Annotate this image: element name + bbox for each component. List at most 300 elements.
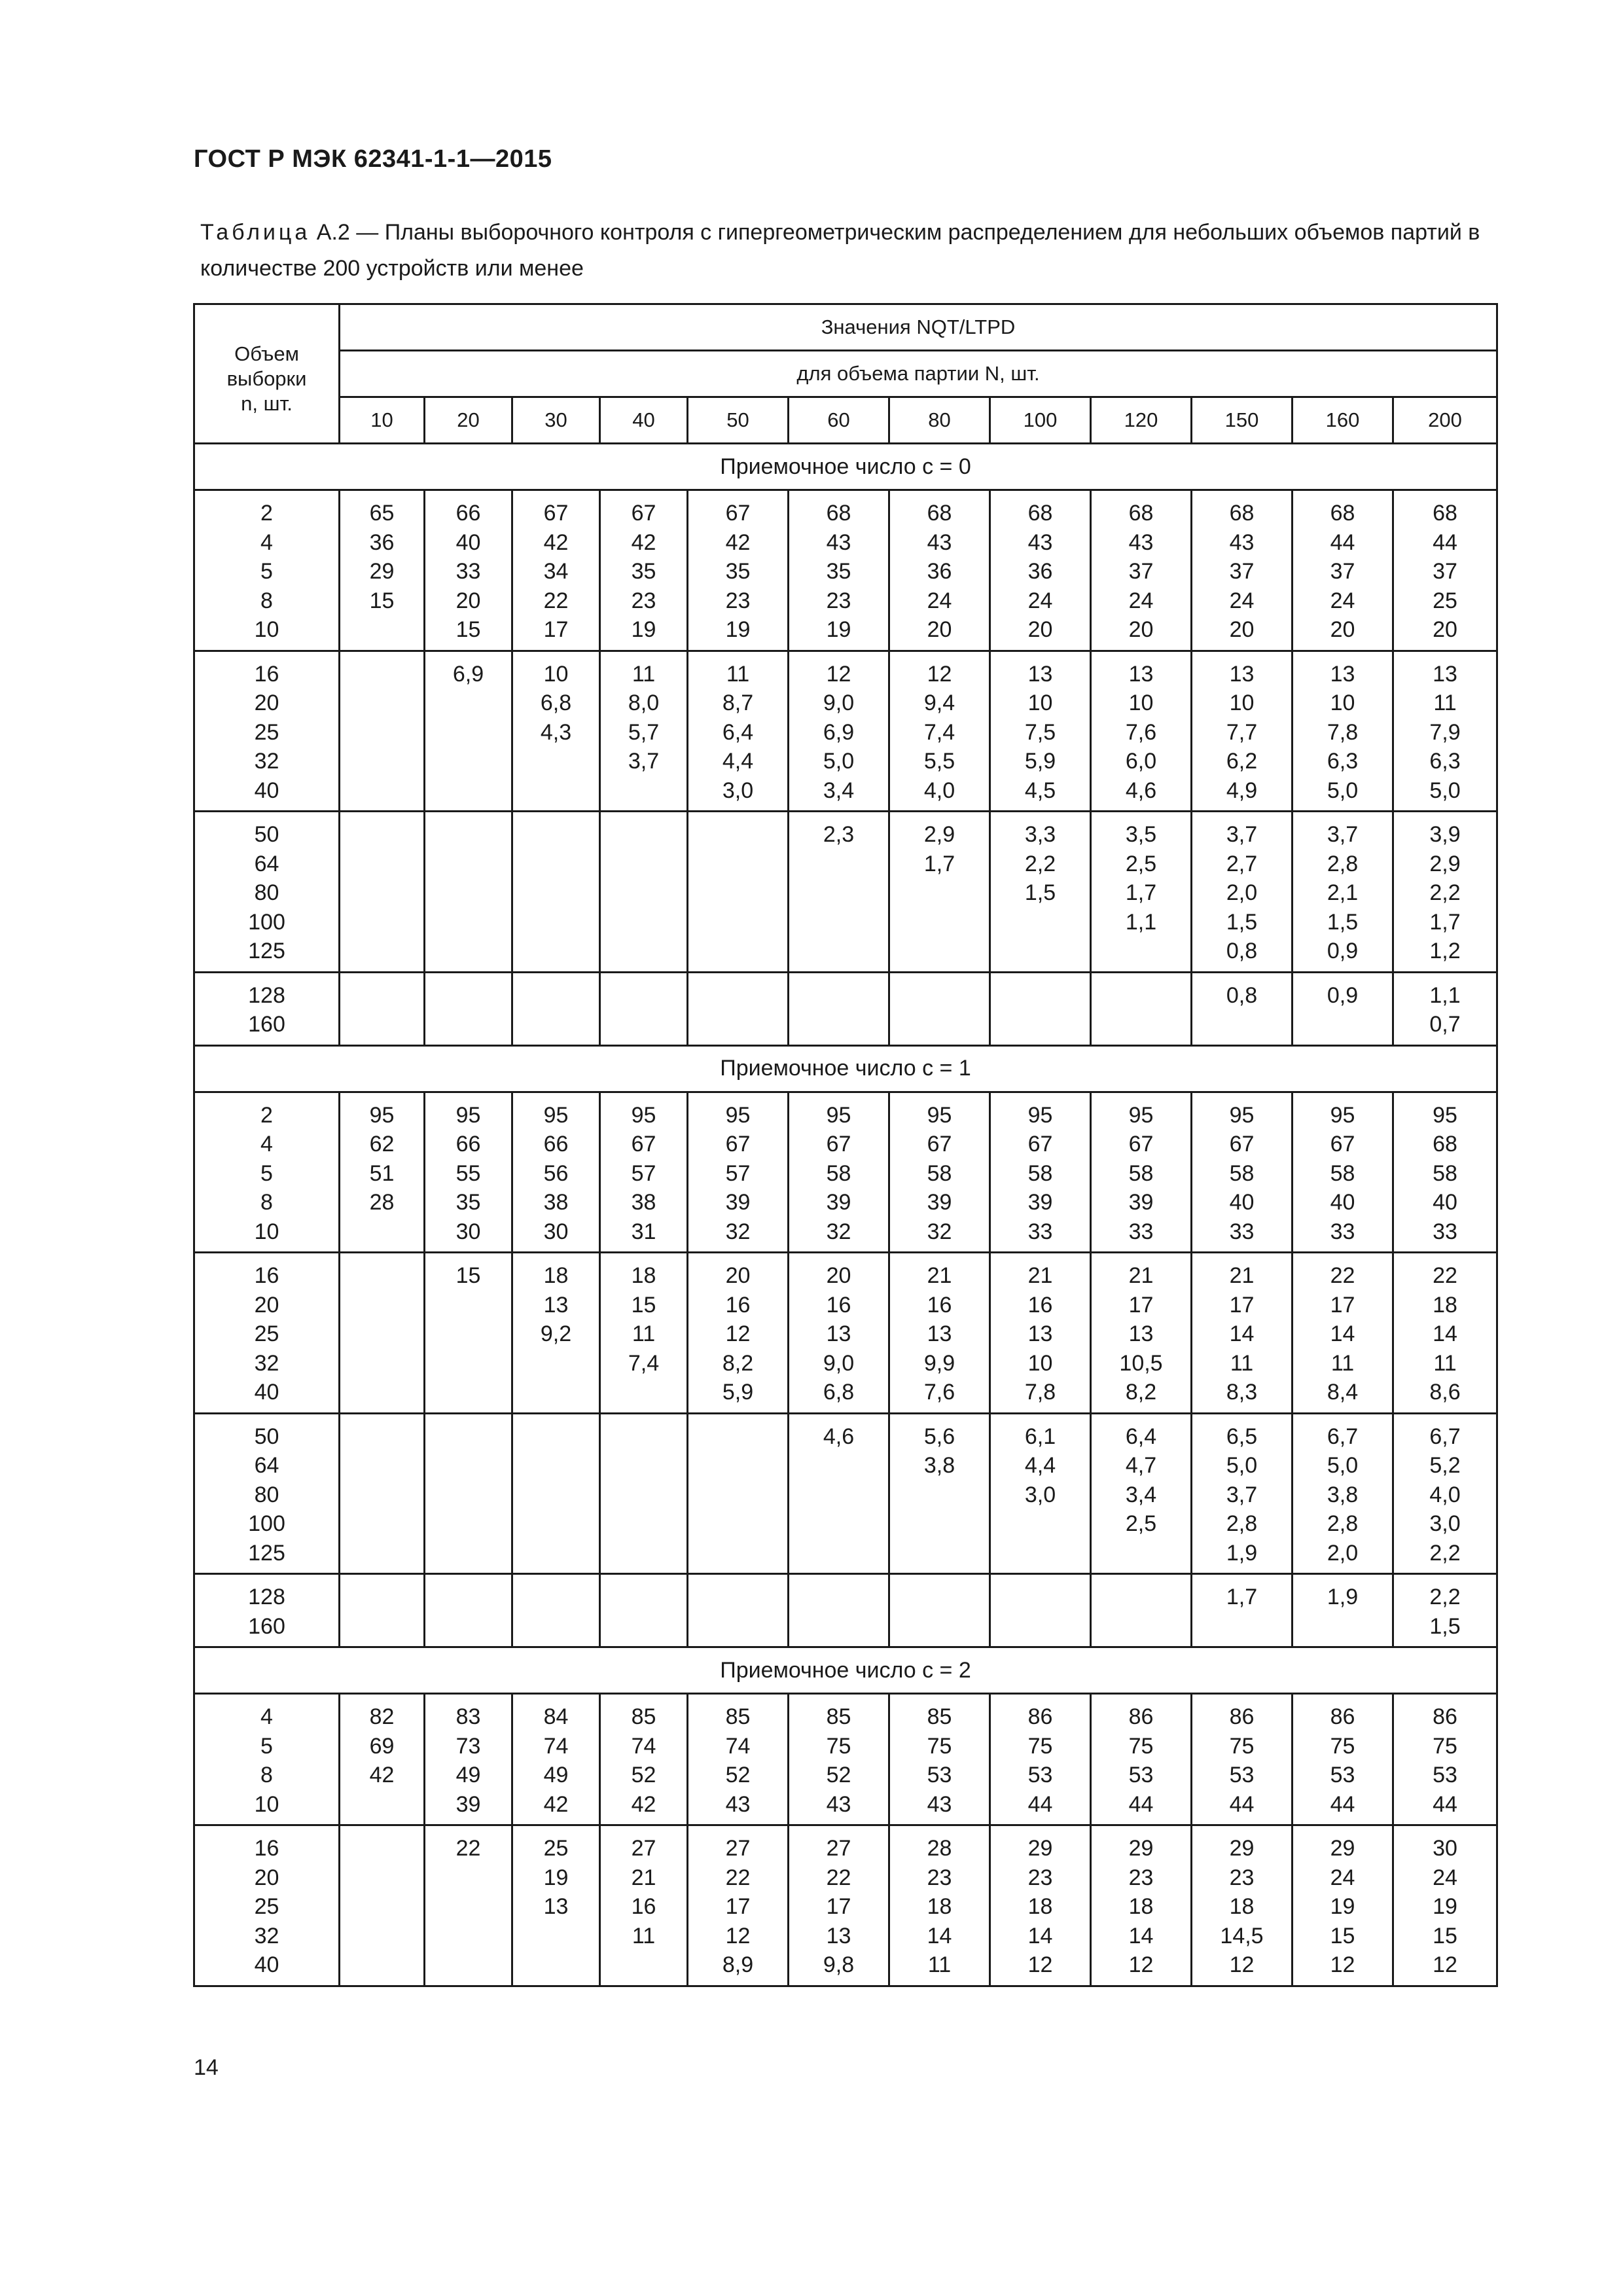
nqt-ltpd-value: 4,6 [1125,778,1157,803]
lot-size-header: для объема партии N, шт. [340,351,1497,397]
nqt-ltpd-value: 0,8 [1226,939,1258,963]
nqt-ltpd-value: 21 [1229,1263,1255,1288]
nqt-ltpd-value: 58 [927,1160,952,1186]
lot-size-cell: 60 [789,397,889,444]
sample-size-cell [194,1253,340,1414]
lot-size-cell: 10 [340,397,425,444]
nqt-ltpd-value: 20 [725,1263,751,1288]
nqt-ltpd-cell [1192,1092,1293,1253]
page-number: 14 [194,2055,219,2080]
nqt-ltpd-value: 21 [1027,1263,1053,1288]
nqt-ltpd-value: 8,4 [1327,1380,1359,1405]
nqt-ltpd-value: 8,2 [1125,1380,1157,1405]
nqt-ltpd-cell [1091,490,1192,651]
nqt-ltpd-value: 85 [927,1704,952,1729]
nqt-ltpd-value: 68 [1128,501,1154,526]
nqt-ltpd-value: 4,9 [1226,778,1258,803]
nqt-ltpd-value: 18 [1433,1292,1457,1318]
nqt-ltpd-value: 21 [1128,1263,1154,1288]
nqt-ltpd-value: 86 [1027,1704,1053,1729]
nqt-ltpd-value: 10 [1027,691,1053,715]
sample-size-value: 16 [254,1263,279,1288]
nqt-ltpd-value: 11 [1330,1350,1355,1376]
nqt-ltpd-value: 22 [725,1865,751,1890]
lot-size-cell: 200 [1393,397,1497,444]
nqt-ltpd-cell [1293,1694,1393,1825]
nqt-ltpd-cell [1091,972,1192,1045]
nqt-ltpd-value: 52 [631,1763,656,1787]
nqt-ltpd-value: 58 [1229,1160,1255,1186]
nqt-ltpd-value: 95 [455,1102,481,1128]
sample-size-value: 20 [254,1865,279,1890]
nqt-ltpd-value: 31 [631,1219,656,1244]
nqt-ltpd-value: 20 [455,588,481,613]
nqt-ltpd-value: 86 [1330,1704,1355,1729]
nqt-ltpd-cell [425,1092,512,1253]
nqt-ltpd-value: 1,7 [1226,1585,1258,1609]
nqt-ltpd-cell [1293,1413,1393,1574]
nqt-ltpd-value: 5,0 [1226,1453,1258,1478]
nqt-ltpd-value: 16 [927,1292,952,1318]
nqt-ltpd-value: 58 [1330,1160,1355,1186]
nqt-ltpd-value: 95 [1027,1102,1053,1128]
acceptance-number-row [194,1647,1497,1694]
sample-size-value: 40 [254,1952,279,1977]
lot-size-cell: 100 [990,397,1091,444]
nqt-ltpd-value: 53 [1027,1763,1053,1787]
table-row [194,972,1497,1045]
nqt-ltpd-value: 8,2 [722,1350,754,1376]
nqt-ltpd-value: 27 [631,1836,656,1861]
nqt-ltpd-value: 67 [1027,1132,1053,1157]
nqt-ltpd-value: 52 [725,1763,751,1787]
nqt-ltpd-cell [990,1825,1091,1986]
nqt-ltpd-value: 11 [1433,1350,1457,1376]
sample-size-value: 8 [260,1190,273,1215]
nqt-ltpd-cell [1192,1574,1293,1647]
nqt-ltpd-value: 86 [1229,1704,1255,1729]
nqt-ltpd-value: 1,7 [1125,880,1157,905]
nqt-ltpd-value: 75 [927,1733,952,1759]
nqt-ltpd-value: 86 [1128,1704,1154,1729]
nqt-ltpd-value: 12 [1027,1952,1053,1977]
sample-size-value: 5 [260,1160,273,1186]
sample-size-header-line: n, шт. [241,392,293,415]
nqt-ltpd-value: 5,0 [1327,778,1359,803]
nqt-ltpd-value: 5,6 [923,1424,955,1449]
sample-size-value: 5 [260,559,273,584]
nqt-ltpd-value: 10 [543,661,569,687]
nqt-ltpd-value: 67 [725,501,751,526]
nqt-ltpd-value: 95 [1330,1102,1355,1128]
nqt-ltpd-value: 66 [455,501,481,526]
acceptance-number-title: Приемочное число c = 1 [194,1045,1497,1092]
nqt-ltpd-value: 35 [631,559,656,584]
nqt-ltpd-value: 12 [1433,1952,1457,1977]
nqt-ltpd-cell [789,972,889,1045]
nqt-ltpd-value: 16 [631,1894,656,1919]
nqt-ltpd-cell [340,1574,425,1647]
nqt-ltpd-value: 2,8 [1226,1511,1258,1536]
nqt-ltpd-value: 3,7 [1327,822,1359,847]
nqt-ltpd-value: 25 [1433,588,1457,613]
nqt-ltpd-value: 11 [632,1923,656,1948]
nqt-ltpd-value: 17 [543,617,569,642]
sample-size-value: 4 [260,1132,273,1157]
nqt-ltpd-value: 15 [1433,1923,1457,1948]
nqt-ltpd-value: 2,7 [1226,851,1258,876]
nqt-ltpd-value: 12 [1330,1952,1355,1977]
nqt-ltpd-value: 1,1 [1429,982,1461,1008]
nqt-ltpd-value: 9,4 [923,691,955,715]
nqt-ltpd-cell [688,972,789,1045]
nqt-ltpd-value: 1,9 [1226,1540,1258,1566]
nqt-ltpd-value: 33 [1128,1219,1154,1244]
nqt-ltpd-cell [600,1825,688,1986]
sample-size-cell [194,651,340,812]
nqt-ltpd-value: 42 [631,1791,656,1817]
nqt-ltpd-value: 95 [1229,1102,1255,1128]
nqt-ltpd-value: 43 [1128,529,1154,555]
nqt-ltpd-value: 67 [543,501,569,526]
nqt-ltpd-cell [600,1413,688,1574]
nqt-ltpd-cell [600,812,688,973]
sample-size-value: 8 [260,588,273,613]
sample-size-value: 16 [254,1836,279,1861]
nqt-ltpd-value: 40 [1330,1190,1355,1215]
nqt-ltpd-value: 65 [369,501,395,526]
sample-size-value: 40 [254,778,279,803]
nqt-ltpd-value: 20 [1433,617,1457,642]
nqt-ltpd-value: 8,0 [628,691,660,715]
nqt-ltpd-value: 3,8 [923,1453,955,1478]
nqt-ltpd-value: 37 [1128,559,1154,584]
nqt-ltpd-value: 35 [455,1190,481,1215]
nqt-ltpd-value: 44 [1330,529,1355,555]
nqt-ltpd-value: 68 [826,501,851,526]
sample-size-value: 10 [254,1219,279,1244]
sample-size-value: 64 [254,1453,279,1478]
nqt-ltpd-cell [1393,490,1497,651]
nqt-ltpd-value: 20 [1229,617,1255,642]
nqt-ltpd-cell [1293,1825,1393,1986]
nqt-ltpd-value: 24 [927,588,952,613]
nqt-ltpd-cell [1091,651,1192,812]
nqt-ltpd-value: 4,3 [540,719,572,745]
nqt-ltpd-value: 69 [369,1733,395,1759]
nqt-ltpd-value: 4,7 [1125,1453,1157,1478]
nqt-ltpd-value: 21 [631,1865,656,1890]
nqt-ltpd-value: 68 [1330,501,1355,526]
nqt-ltpd-value: 6,0 [1125,749,1157,774]
sample-size-value: 160 [248,1012,285,1037]
nqt-ltpd-cell [688,1092,789,1253]
nqt-ltpd-cell [425,1574,512,1647]
sample-size-value: 5 [260,1733,273,1759]
nqt-ltpd-value: 7,7 [1226,719,1258,745]
nqt-ltpd-value: 15 [631,1292,656,1318]
nqt-ltpd-value: 3,4 [823,778,855,803]
table-row [194,812,1497,973]
nqt-ltpd-value: 38 [631,1190,656,1215]
acceptance-number-row [194,444,1497,490]
nqt-ltpd-value: 30 [1433,1836,1457,1861]
table-row [194,1092,1497,1253]
nqt-ltpd-value: 42 [543,1791,569,1817]
nqt-ltpd-value: 84 [543,1704,569,1729]
nqt-ltpd-value: 2,1 [1327,880,1359,905]
nqt-ltpd-value: 6,3 [1327,749,1359,774]
nqt-ltpd-cell [1091,1694,1192,1825]
nqt-ltpd-value: 2,2 [1429,880,1461,905]
sample-size-cell [194,1574,340,1647]
nqt-ltpd-cell [512,972,600,1045]
nqt-ltpd-value: 44 [1433,1791,1457,1817]
nqt-ltpd-value: 2,0 [1226,880,1258,905]
nqt-ltpd-cell [889,1574,990,1647]
nqt-ltpd-value: 12 [725,1321,751,1346]
nqt-ltpd-value: 22 [1433,1263,1457,1288]
nqt-ltpd-cell [1192,1253,1293,1414]
table-row [194,1825,1497,1986]
nqt-ltpd-value: 5,0 [823,749,855,774]
nqt-ltpd-cell [789,1413,889,1574]
nqt-ltpd-value: 2,5 [1125,851,1157,876]
nqt-ltpd-value: 17 [1229,1292,1255,1318]
nqt-ltpd-value: 75 [1229,1733,1255,1759]
nqt-ltpd-cell [1091,812,1192,973]
nqt-ltpd-value: 67 [826,1132,851,1157]
sample-size-cell [194,490,340,651]
nqt-ltpd-value: 12 [1128,1952,1154,1977]
lot-size-cell: 30 [512,397,600,444]
nqt-ltpd-cell [889,812,990,973]
nqt-ltpd-value: 30 [455,1219,481,1244]
nqt-ltpd-cell [1293,812,1393,973]
nqt-ltpd-value: 10,5 [1119,1350,1163,1376]
nqt-ltpd-cell [889,651,990,812]
nqt-ltpd-value: 33 [1330,1219,1355,1244]
nqt-ltpd-value: 0,8 [1226,982,1258,1008]
table-row [194,1694,1497,1825]
nqt-ltpd-value: 15 [1330,1923,1355,1948]
nqt-ltpd-value: 3,0 [722,778,754,803]
nqt-ltpd-value: 13 [543,1292,569,1318]
nqt-ltpd-value: 74 [631,1733,656,1759]
nqt-ltpd-value: 0,9 [1327,939,1359,963]
nqt-ltpd-cell [688,490,789,651]
nqt-ltpd-value: 67 [725,1132,751,1157]
sample-size-value: 20 [254,1292,279,1318]
nqt-ltpd-cell [512,651,600,812]
nqt-ltpd-value: 20 [927,617,952,642]
header-row-values [194,304,1497,351]
nqt-ltpd-value: 13 [1128,1321,1154,1346]
nqt-ltpd-value: 9,0 [823,1350,855,1376]
nqt-ltpd-value: 1,9 [1327,1585,1359,1609]
nqt-ltpd-value: 19 [826,617,851,642]
nqt-ltpd-cell [789,490,889,651]
nqt-ltpd-value: 6,3 [1429,749,1461,774]
sample-size-header-line: выборки [226,367,307,390]
nqt-ltpd-cell [600,1092,688,1253]
nqt-ltpd-cell [512,1694,600,1825]
nqt-ltpd-value: 4,4 [722,749,754,774]
nqt-ltpd-value: 29 [1027,1836,1053,1861]
nqt-ltpd-value: 33 [1433,1219,1457,1244]
nqt-ltpd-value: 2,8 [1327,1511,1359,1536]
nqt-ltpd-cell [889,1694,990,1825]
nqt-ltpd-value: 6,2 [1226,749,1258,774]
nqt-ltpd-value: 16 [826,1292,851,1318]
nqt-ltpd-cell [1091,1092,1192,1253]
sample-size-value: 100 [248,1511,285,1536]
nqt-ltpd-value: 2,2 [1024,851,1056,876]
nqt-ltpd-value: 1,7 [923,851,955,876]
nqt-ltpd-value: 13 [1330,661,1355,687]
nqt-ltpd-value: 24 [1330,1865,1355,1890]
nqt-ltpd-value: 7,4 [628,1350,660,1376]
nqt-ltpd-cell [340,651,425,812]
nqt-ltpd-value: 1,7 [1429,909,1461,935]
nqt-ltpd-value: 14 [1128,1923,1154,1948]
nqt-ltpd-value: 40 [455,529,481,555]
nqt-ltpd-value: 85 [725,1704,751,1729]
sample-size-value: 16 [254,661,279,687]
nqt-ltpd-value: 29 [1229,1836,1255,1861]
sample-size-cell [194,1092,340,1253]
nqt-ltpd-value: 12 [826,661,851,687]
nqt-ltpd-value: 19 [1433,1894,1457,1919]
nqt-ltpd-value: 39 [725,1190,751,1215]
nqt-ltpd-cell [1393,1253,1497,1414]
nqt-ltpd-value: 17 [1128,1292,1154,1318]
nqt-ltpd-value: 17 [1330,1292,1355,1318]
table-caption-label: Таблица [200,220,311,245]
nqt-ltpd-cell [688,812,789,973]
nqt-ltpd-cell [688,1694,789,1825]
sample-size-value: 64 [254,851,279,876]
nqt-ltpd-value: 2,3 [823,822,855,847]
nqt-ltpd-cell [1393,812,1497,973]
nqt-ltpd-value: 18 [1128,1894,1154,1919]
nqt-ltpd-value: 39 [927,1190,952,1215]
nqt-ltpd-value: 39 [826,1190,851,1215]
nqt-ltpd-value: 37 [1433,559,1457,584]
nqt-ltpd-value: 67 [631,1132,656,1157]
nqt-ltpd-cell [889,490,990,651]
nqt-ltpd-value: 5,2 [1429,1453,1461,1478]
nqt-ltpd-value: 13 [1229,661,1255,687]
nqt-ltpd-cell [425,1253,512,1414]
nqt-ltpd-value: 29 [369,559,395,584]
nqt-ltpd-value: 2,8 [1327,851,1359,876]
nqt-ltpd-value: 85 [631,1704,656,1729]
nqt-ltpd-value: 67 [1229,1132,1255,1157]
nqt-ltpd-cell [1393,1092,1497,1253]
nqt-ltpd-value: 18 [543,1263,569,1288]
sample-size-value: 128 [248,982,285,1008]
nqt-ltpd-value: 3,0 [1024,1482,1056,1507]
nqt-ltpd-cell [1091,1253,1192,1414]
nqt-ltpd-value: 67 [631,501,656,526]
nqt-ltpd-cell [340,1413,425,1574]
nqt-ltpd-value: 18 [1229,1894,1255,1919]
sample-size-value: 80 [254,880,279,905]
nqt-ltpd-cell [688,1253,789,1414]
nqt-ltpd-value: 2,5 [1125,1511,1157,1536]
sample-size-value: 10 [254,617,279,642]
sample-size-value: 32 [254,749,279,774]
sample-size-value: 50 [254,1424,279,1449]
nqt-ltpd-value: 19 [543,1865,569,1890]
nqt-ltpd-cell [990,1092,1091,1253]
nqt-ltpd-value: 43 [826,529,851,555]
nqt-ltpd-value: 20 [1128,617,1154,642]
nqt-ltpd-value: 16 [1027,1292,1053,1318]
nqt-ltpd-value: 5,5 [923,749,955,774]
nqt-ltpd-value: 39 [1027,1190,1053,1215]
nqt-ltpd-value: 68 [1433,1132,1457,1157]
nqt-ltpd-value: 27 [725,1836,751,1861]
nqt-ltpd-value: 39 [455,1791,481,1817]
nqt-ltpd-value: 5,9 [722,1380,754,1405]
lot-size-cell: 120 [1091,397,1192,444]
nqt-ltpd-value: 73 [455,1733,481,1759]
nqt-ltpd-value: 95 [725,1102,751,1128]
nqt-ltpd-cell [600,490,688,651]
nqt-ltpd-value: 30 [543,1219,569,1244]
nqt-ltpd-value: 36 [1027,559,1053,584]
nqt-ltpd-value: 95 [826,1102,851,1128]
nqt-ltpd-value: 75 [1128,1733,1154,1759]
nqt-ltpd-value: 68 [1027,501,1053,526]
nqt-ltpd-cell [512,1253,600,1414]
nqt-ltpd-value: 6,7 [1327,1424,1359,1449]
nqt-ltpd-value: 43 [826,1791,851,1817]
nqt-ltpd-cell [1393,1574,1497,1647]
nqt-ltpd-cell [688,1825,789,1986]
nqt-ltpd-cell [1293,1253,1393,1414]
nqt-ltpd-value: 6,9 [452,661,484,687]
nqt-ltpd-cell [512,1574,600,1647]
sample-size-cell [194,972,340,1045]
nqt-ltpd-value: 32 [927,1219,952,1244]
nqt-ltpd-value: 7,8 [1327,719,1359,745]
sample-size-value: 8 [260,1763,273,1787]
nqt-ltpd-value: 13 [826,1321,851,1346]
nqt-ltpd-value: 14 [1229,1321,1255,1346]
nqt-ltpd-value: 67 [927,1132,952,1157]
nqt-ltpd-value: 55 [455,1160,481,1186]
nqt-ltpd-cell [600,1253,688,1414]
nqt-ltpd-cell [1293,972,1393,1045]
nqt-ltpd-value: 75 [1433,1733,1457,1759]
nqt-ltpd-value: 14,5 [1220,1923,1264,1948]
nqt-ltpd-value: 7,9 [1429,719,1461,745]
nqt-ltpd-value: 3,5 [1125,822,1157,847]
nqt-ltpd-value: 2,0 [1327,1540,1359,1566]
nqt-ltpd-value: 86 [1433,1704,1457,1729]
sample-size-value: 25 [254,719,279,745]
acceptance-number-title: Приемочное число c = 2 [194,1647,1497,1694]
nqt-ltpd-value: 20 [1027,617,1053,642]
nqt-ltpd-value: 3,7 [628,749,660,774]
nqt-ltpd-cell [600,1694,688,1825]
sample-size-value: 125 [248,1540,285,1566]
nqt-ltpd-cell [425,1694,512,1825]
sample-size-value: 20 [254,691,279,715]
